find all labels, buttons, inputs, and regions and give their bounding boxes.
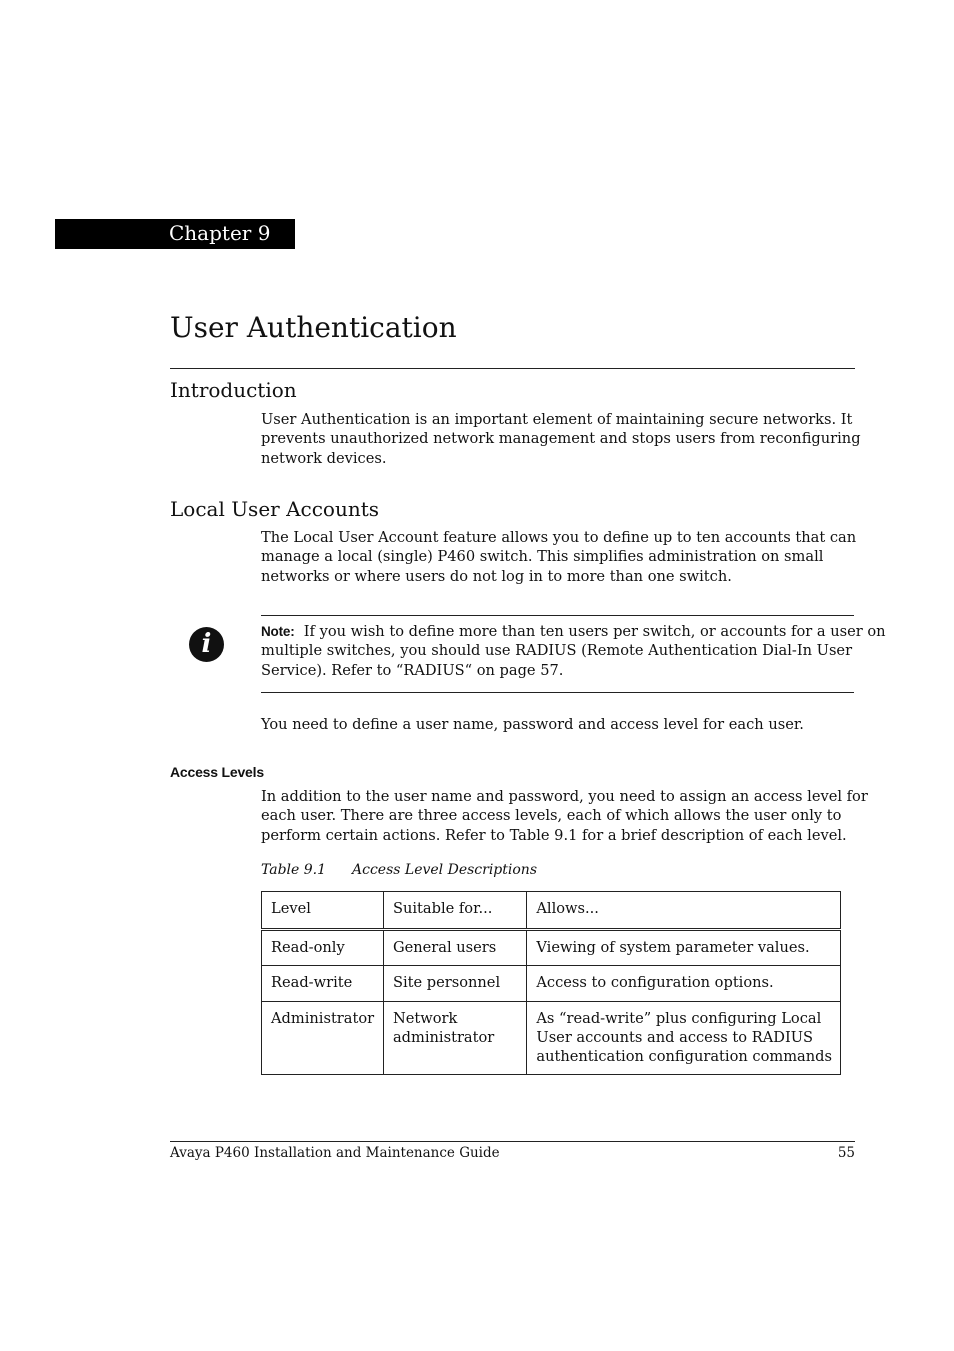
- text-line: networks or where users do not log in to more than one switch.: [261, 567, 732, 585]
- table-cell: [262, 966, 384, 1001]
- access-level-table: [261, 891, 841, 1075]
- note-line: If you wish to define more than ten users per switch, or accounts for a user on: [303, 623, 886, 640]
- text-line: each user. There are three access levels, each of which allows the user only to: [261, 807, 842, 825]
- note-line: Service). Refer to “RADIUS“ on page 57.: [261, 661, 564, 679]
- cell-line: User accounts and access to RADIUS: [536, 1028, 814, 1046]
- introduction-heading: Introduction: [170, 378, 297, 402]
- text-line: User Authentication is an important element of maintaining secure networks. It: [261, 411, 853, 428]
- text-line: In addition to the user name and password, you need to assign an access level for: [261, 788, 868, 805]
- table-cell: [262, 930, 384, 966]
- note-keyword: Note:: [261, 624, 295, 639]
- note-line: multiple switches, you should use RADIUS (Remote Authentication Dial-In User: [261, 642, 853, 660]
- table-row: [262, 930, 841, 966]
- table-cell: [383, 966, 526, 1001]
- footer-divider: [170, 1141, 855, 1142]
- table-cell: [527, 1001, 841, 1075]
- cell-line: Access to configuration options.: [536, 974, 774, 992]
- cell-line: General users: [392, 939, 497, 956]
- table-header-cell: Suitable for...: [383, 892, 526, 930]
- table-header-cell: Level: [262, 892, 384, 930]
- cell-line: Read-write: [271, 974, 353, 992]
- after-note-paragraph: You need to define a user name, password and access level for each user.: [261, 716, 804, 733]
- cell-line: Network: [392, 1009, 458, 1027]
- table-caption: [261, 860, 538, 880]
- table-cell: [527, 966, 841, 1001]
- cell-line: administrator: [392, 1028, 495, 1046]
- cell-line: Site personnel: [392, 974, 501, 992]
- text-line: network devices.: [261, 449, 387, 467]
- table-caption-number: Table 9.1: [261, 862, 327, 878]
- cell-line: As “read-write” plus configuring Local: [536, 1009, 822, 1027]
- note-bottom-divider: [261, 692, 854, 693]
- local-user-accounts-heading: Local User Accounts: [170, 497, 380, 521]
- cell-line: Administrator: [271, 1009, 375, 1027]
- chapter-banner: [55, 219, 295, 249]
- table-row: [262, 966, 841, 1001]
- table-header-cell: Allows...: [527, 892, 841, 930]
- table-cell: [383, 930, 526, 966]
- note-paragraph: [261, 622, 886, 680]
- cell-line: authentication configuration commands: [536, 1048, 832, 1066]
- page-number: 55: [837, 1145, 855, 1161]
- text-line: The Local User Account feature allows you to define up to ten accounts that can: [261, 529, 857, 546]
- note-top-divider: [261, 615, 854, 616]
- local-user-accounts-paragraph: [261, 528, 855, 586]
- table-cell: [527, 930, 841, 966]
- title-divider: [170, 368, 855, 369]
- footer-guide-title: Avaya P460 Installation and Maintenance Guide: [170, 1145, 500, 1161]
- page-title: User Authentication: [170, 311, 457, 344]
- table-cell: [262, 1001, 384, 1075]
- table-row: [262, 1001, 841, 1075]
- text-line: perform certain actions. Refer to Table 9.1 for a brief description of each level.: [261, 826, 847, 844]
- text-line: manage a local (single) P460 switch. This simplifies administration on small: [261, 548, 824, 566]
- cell-line: Read-only: [271, 939, 345, 956]
- table-header-row: [262, 892, 841, 930]
- table-caption-title: Access Level Descriptions: [352, 862, 538, 878]
- table-cell: [383, 1001, 526, 1075]
- text-line: [261, 622, 886, 641]
- access-levels-heading: Access Levels: [170, 764, 264, 780]
- chapter-label: Chapter 9: [169, 221, 271, 245]
- access-levels-paragraph: [261, 787, 868, 845]
- text-line: prevents unauthorized network management and stops users from reconfiguring: [261, 430, 861, 448]
- cell-line: Viewing of system parameter values.: [536, 939, 810, 956]
- introduction-paragraph: [261, 410, 861, 468]
- info-icon: i: [189, 627, 224, 662]
